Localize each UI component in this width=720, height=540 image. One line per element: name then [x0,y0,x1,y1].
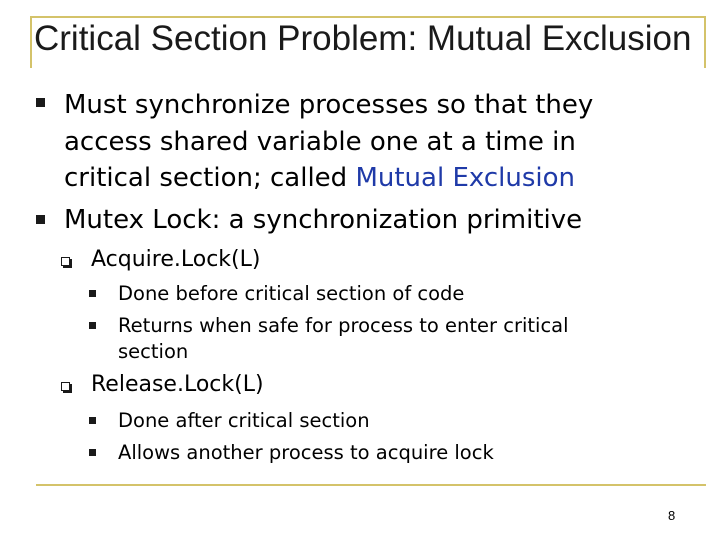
page-number: 8 [668,508,676,523]
bullet-1-line-3 [64,161,575,195]
slide-title: Critical Section Problem: Mutual Exclusion [34,19,692,58]
square-bullet-icon [36,215,45,224]
square-bullet-icon [36,98,45,107]
mutual-exclusion-term: Mutual Exclusion [355,163,575,193]
bullet-1-line-1: Must synchronize processes so that they [64,90,594,120]
release-item-2: Allows another process to acquire lock [118,441,494,464]
release-item-1: Done after critical section [118,409,370,432]
bullet-2-text: Mutex Lock: a synchronization primitive [64,205,583,235]
hollow-square-bullet-icon [61,382,70,391]
hollow-square-bullet-icon [61,257,70,266]
bullet-1-line-3-text: critical section; called [64,163,356,193]
title-frame-right [704,16,706,68]
acquire-item-1: Done before critical section of code [118,282,465,305]
acquire-item-2-cont: section [118,340,189,363]
title-frame-left [30,16,32,68]
small-square-bullet-icon [89,417,96,424]
small-square-bullet-icon [89,449,96,456]
acquire-item-2: Returns when safe for process to enter critical [118,314,569,337]
small-square-bullet-icon [89,322,96,329]
footer-divider [36,484,706,486]
acquire-lock-label: Acquire.Lock(L) [91,247,261,272]
release-lock-label: Release.Lock(L) [91,372,264,397]
small-square-bullet-icon [89,290,96,297]
bullet-1-line-2: access shared variable one at a time in [64,127,576,157]
